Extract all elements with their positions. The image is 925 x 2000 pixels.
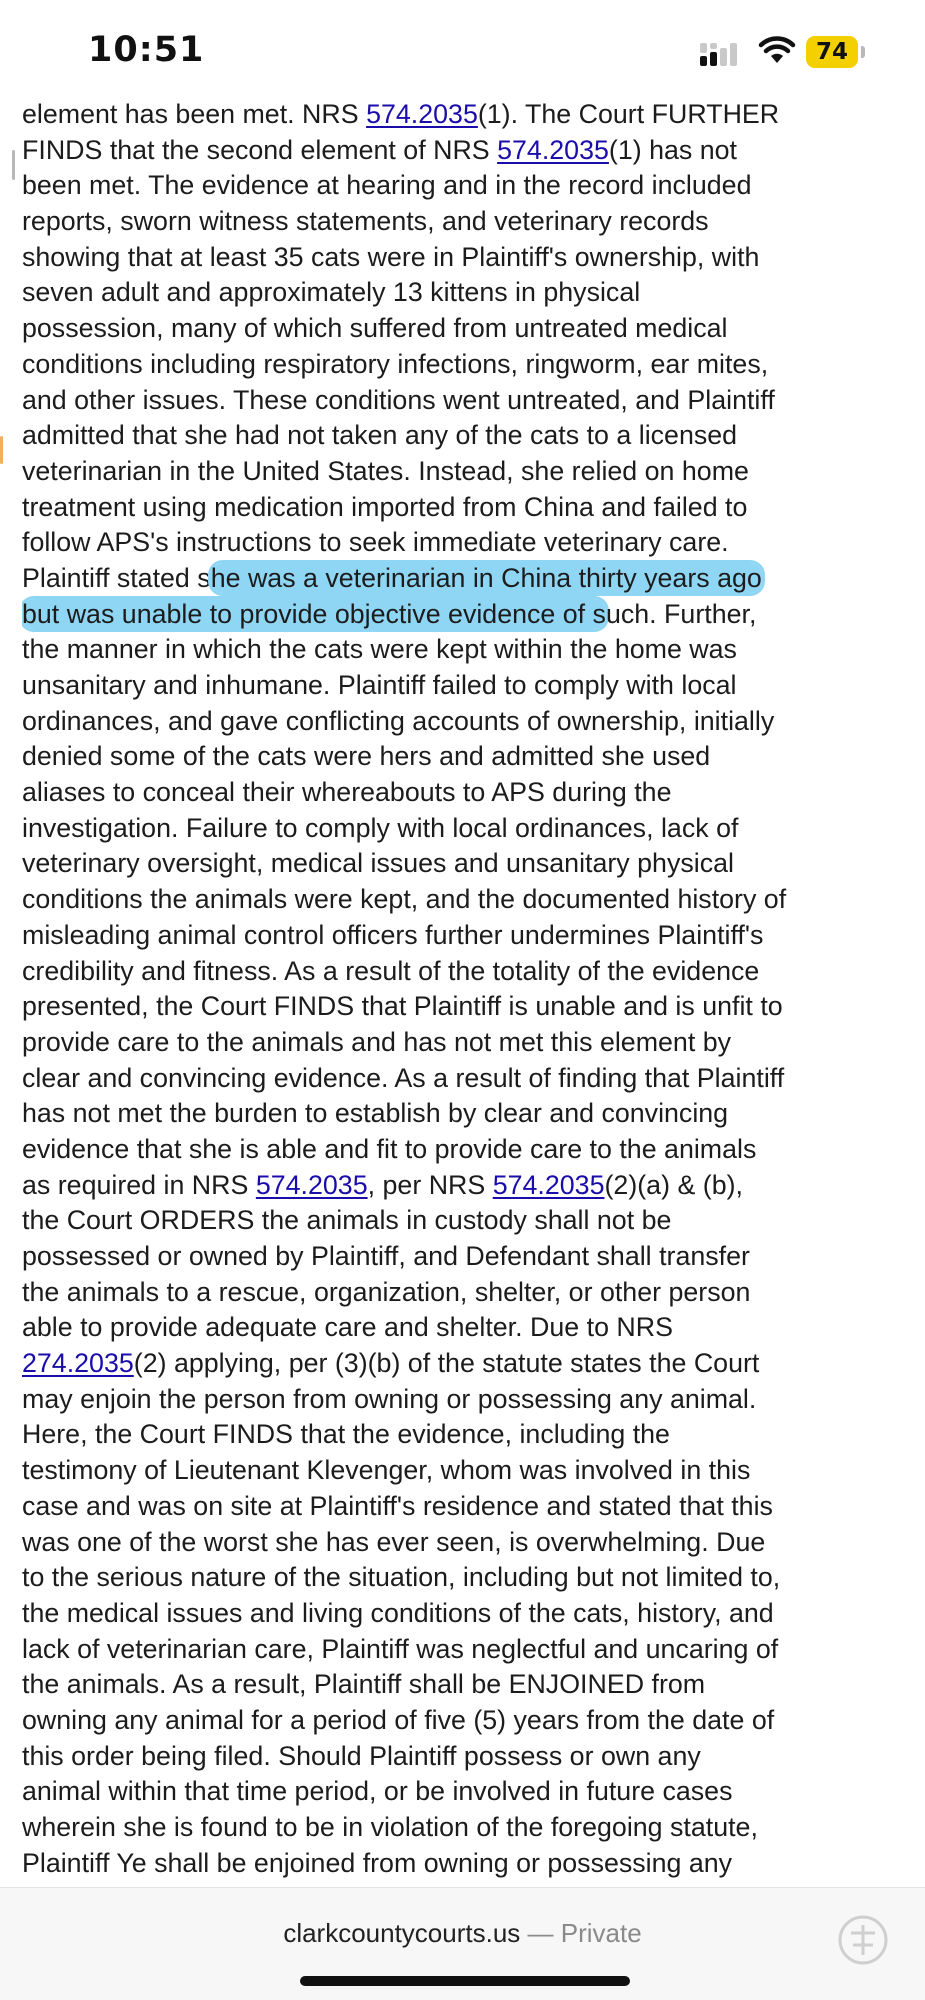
text-segment: ordinances, and gave conflicting accounts of ownership, initially [22, 705, 775, 736]
text-segment: wherein she is found to be in violation of the foregoing statute, [22, 1812, 758, 1842]
text-segment: (1) has not [608, 134, 738, 165]
browser-bottom-bar[interactable] [0, 1887, 925, 2000]
text-segment: evidence that she is able and fit to provide care to the animals [22, 1133, 757, 1164]
text-line [22, 1846, 902, 1882]
text-line [22, 347, 902, 383]
text-line [22, 882, 902, 918]
text-line [22, 846, 902, 882]
text-line [22, 1061, 902, 1097]
text-line [22, 1632, 902, 1668]
text-segment: conditions the animals were kept, and the documented history of [22, 884, 787, 915]
battery-icon: 74 [806, 36, 858, 68]
text-segment: may enjoin the person from owning or possessing any animal. [22, 1383, 757, 1414]
margin-mark [12, 150, 15, 180]
text-line [22, 275, 902, 311]
text-line [22, 1739, 902, 1775]
text-line [22, 1525, 902, 1561]
text-line [22, 1382, 902, 1418]
text-line [22, 1560, 902, 1596]
text-segment: the animals. As a result, Plaintiff shall be ENJOINED from [22, 1669, 706, 1700]
text-line [22, 632, 902, 668]
text-segment: showing that at least 35 cats were in Plaintiff's ownership, with [22, 241, 760, 272]
text-line [22, 739, 902, 775]
text-line [22, 1132, 902, 1168]
text-segment: the Court ORDERS the animals in custody shall not be [22, 1205, 672, 1236]
text-segment: possessed or owned by Plaintiff, and Defendant shall transfer [22, 1241, 750, 1271]
text-segment: element has been met. NRS [22, 99, 367, 129]
text-segment: and other issues. These conditions went untreated, and Plaintiff [22, 384, 775, 415]
text-segment: (2)(a) & (b), [604, 1169, 743, 1200]
text-line [22, 989, 902, 1025]
text-segment: possession, many of which suffered from untreated medical [22, 313, 728, 344]
text-segment: the manner in which the cats were kept within the home was [22, 634, 737, 665]
home-indicator[interactable] [300, 1976, 630, 1986]
text-line [22, 1703, 902, 1739]
text-segment: veterinary oversight, medical issues and unsanitary physical [22, 848, 734, 879]
address-bar[interactable] [0, 1918, 925, 1949]
text-segment: reports, sworn witness statements, and veterinary records [22, 206, 709, 237]
url-domain: clarkcountycourts.us [283, 1918, 521, 1948]
highlighted-text: he was a veterinarian in China thirty years ago [210, 562, 762, 593]
text-segment: unsanitary and inhumane. Plaintiff failed to comply with local [22, 670, 737, 700]
text-segment: to the serious nature of the situation, including but not limited to, [22, 1562, 781, 1593]
text-line [22, 811, 902, 847]
status-time: 10:51 [88, 30, 205, 70]
text-line [22, 168, 902, 204]
text-segment: animal within that time period, or be involved in future cases [22, 1776, 733, 1807]
text-line [22, 1667, 902, 1703]
text-line [22, 97, 902, 133]
text-line [22, 240, 902, 276]
document-content[interactable] [22, 97, 902, 1887]
text-segment: credibility and fitness. As a result of the totality of the evidence [22, 955, 760, 986]
text-segment: denied some of the cats were hers and admitted she used [22, 741, 711, 772]
text-line [22, 1417, 902, 1453]
text-segment: conditions including respiratory infections, ringworm, ear mites, [22, 348, 769, 379]
statute-link[interactable]: 274.2035 [22, 1348, 134, 1379]
text-line [22, 1239, 902, 1275]
text-segment: has not met the burden to establish by clear and convincing [22, 1098, 729, 1129]
text-line [22, 1096, 902, 1132]
text-segment: follow APS's instructions to seek immediate veterinary care. [22, 527, 729, 558]
text-segment: provide care to the animals and has not met this element by [22, 1026, 732, 1057]
text-line [22, 1025, 902, 1061]
text-line [22, 1275, 902, 1311]
text-segment: the medical issues and living conditions of the cats, history, and [22, 1597, 774, 1628]
text-line [22, 1168, 902, 1204]
text-line [22, 1596, 902, 1632]
text-segment: treatment using medication imported from China and failed to [22, 491, 748, 522]
cellular-signal-icon [700, 42, 746, 66]
text-segment: as required in NRS [22, 1169, 256, 1200]
battery-tip [861, 46, 865, 58]
text-segment: aliases to conceal their whereabouts to APS during the [22, 777, 672, 808]
highlighted-text: but was unable to provide objective evidence of s [22, 598, 606, 629]
text-line [22, 1810, 902, 1846]
text-segment: presented, the Court FINDS that Plaintiff is unable and is unfit to [22, 991, 783, 1022]
text-line [22, 204, 902, 240]
text-line [22, 1346, 902, 1382]
text-segment: able to provide adequate care and shelter. Due to NRS [22, 1312, 673, 1343]
text-line [22, 561, 902, 597]
text-line [22, 525, 902, 561]
text-line [22, 383, 902, 419]
text-line [22, 954, 902, 990]
text-line [22, 1774, 902, 1810]
text-line [22, 418, 902, 454]
text-segment: owning any animal for a period of five (5) years from the date of [22, 1704, 775, 1735]
private-mode-label: Private [560, 1918, 642, 1948]
text-line [22, 490, 902, 526]
text-line [22, 918, 902, 954]
text-line [22, 311, 902, 347]
statute-link[interactable]: 574.2035 [492, 1169, 605, 1200]
order-text [22, 97, 902, 1881]
status-bar [0, 0, 925, 95]
text-line [22, 668, 902, 704]
text-segment: case and was on site at Plaintiff's residence and stated that this [22, 1490, 773, 1521]
text-line [22, 454, 902, 490]
text-segment: seven adult and approximately 13 kittens in physical [22, 277, 641, 308]
text-segment: the animals to a rescue, organization, shelter, or other person [22, 1276, 751, 1307]
statute-link[interactable]: 574.2035 [497, 134, 609, 165]
text-segment: clear and convincing evidence. As a result of finding that Plaintiff [22, 1062, 785, 1093]
text-segment: (1). The Court FURTHER [477, 99, 780, 129]
text-line [22, 133, 902, 169]
text-segment: this order being filed. Should Plaintiff possess or own any [22, 1740, 701, 1771]
text-segment: was one of the worst she has ever seen, is overwhelming. Due [22, 1526, 766, 1557]
url-separator: — [527, 1918, 554, 1948]
text-line [22, 704, 902, 740]
text-segment: Here, the Court FINDS that the evidence, including the [22, 1419, 670, 1450]
text-segment: lack of veterinarian care, Plaintiff was neglectful and uncaring of [22, 1633, 779, 1664]
text-segment: (2) applying, per (3)(b) of the statute states the Court [133, 1348, 760, 1379]
text-line [22, 1310, 902, 1346]
text-line [22, 597, 902, 633]
statute-link[interactable]: 574.2035 [255, 1169, 368, 1200]
text-segment: admitted that she had not taken any of the cats to a licensed [22, 420, 738, 451]
margin-mark [0, 436, 3, 464]
text-segment: been met. The evidence at hearing and in the record included [22, 170, 752, 201]
text-segment: , per NRS [367, 1169, 493, 1200]
text-line [22, 775, 902, 811]
text-line [22, 1489, 902, 1525]
wifi-icon [758, 36, 796, 66]
text-segment: misleading animal control officers further undermines Plaintiff's [22, 919, 764, 950]
text-line [22, 1203, 902, 1239]
text-segment: testimony of Lieutenant Klevenger, whom was involved in this [22, 1455, 751, 1486]
text-segment: uch. Further, [605, 598, 757, 629]
text-line [22, 1453, 902, 1489]
text-segment: FINDS that the second element of NRS [22, 134, 498, 165]
statute-link[interactable]: 574.2035 [366, 99, 478, 129]
text-segment: veterinarian in the United States. Instead, she relied on home [22, 455, 749, 486]
text-segment: Plaintiff stated s [22, 562, 211, 593]
text-segment: investigation. Failure to comply with local ordinances, lack of [22, 812, 739, 843]
watermark-stamp-icon [836, 1913, 890, 1967]
text-segment: Plaintiff Ye shall be enjoined from owning or possessing any [22, 1847, 733, 1878]
